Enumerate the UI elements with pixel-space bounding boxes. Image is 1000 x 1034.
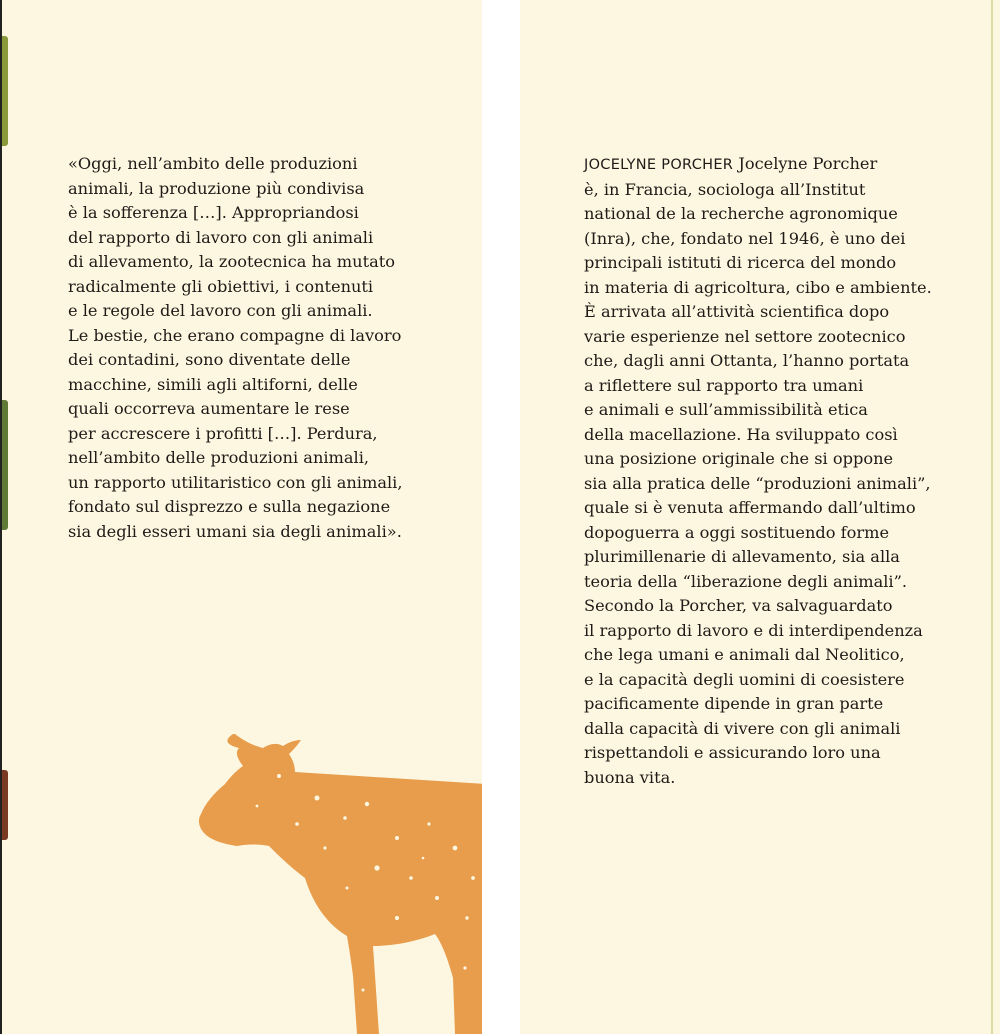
bio-text: è, in Francia, sociologa all’Institut national de la recherche agronomique (Inra), che, fondato nel 1946, è uno dei principali istituti di ricerca del mondo in materia di agricoltura, cibo e ambiente. È arrivata all’attività scientifica dopo varie esperienze nel settore zootecnico che, dagli anni Ottanta, l’hanno portata a riflettere sul rapporto tra umani e animali e sull’ammissibilità etica della macellazione. Ha sviluppato così una posizione originale che si oppone sia alla pratica delle “produzioni animali”, quale si è venuta affermando dall’ultimo dopoguerra a oggi sostituendo forme plurimillenarie di allevamento, sia alla teoria della “liberazione degli animali”. Secondo la Porcher, va salvaguardato il rapporto di lavoro e di interdipendenza che lega umani e animali dal Neolitico, e la capacità degli uomini di coesistere pacificamente dipende in gran parte dalla capacità di vivere con gli animali rispettandoli e assicurando loro una buona vita. — [584, 179, 932, 787]
quote-block — [68, 152, 468, 544]
spine-mark-green-top — [2, 36, 8, 146]
bio-block — [584, 152, 984, 790]
left-page — [0, 0, 482, 1034]
page-edge — [993, 0, 1000, 1034]
right-page — [520, 0, 993, 1034]
spine-mark-brown — [2, 770, 8, 840]
quote-text: «Oggi, nell’ambito delle produzioni animali, la produzione più condivisa è la sofferenza […]. Appropriandosi del rapporto di lavoro con gli animali di allevamento, la zootecnica ha mutato radicalmente gli obiettivi, i contenuti e le regole del lavoro con gli animali. Le bestie, che erano compagne di lavoro dei contadini, sono diventate delle macchine, simili agli altiforni, delle quali occorreva aumentare le rese per accrescere i profitti […]. Perdura, nell’ambito delle produzioni animali, un rapporto utilitaristico con gli animali, fondato sul disprezzo e sulla negazione sia degli esseri umani sia degli animali». — [68, 154, 403, 541]
gutter — [482, 0, 520, 1034]
bio-first-line-rest: Jocelyne Porcher — [733, 154, 878, 173]
cow-silhouette-icon — [197, 728, 482, 1034]
bio-first-line — [584, 152, 984, 178]
author-name: JOCELYNE PORCHER — [584, 157, 734, 173]
spine-mark-green-mid — [2, 400, 8, 530]
